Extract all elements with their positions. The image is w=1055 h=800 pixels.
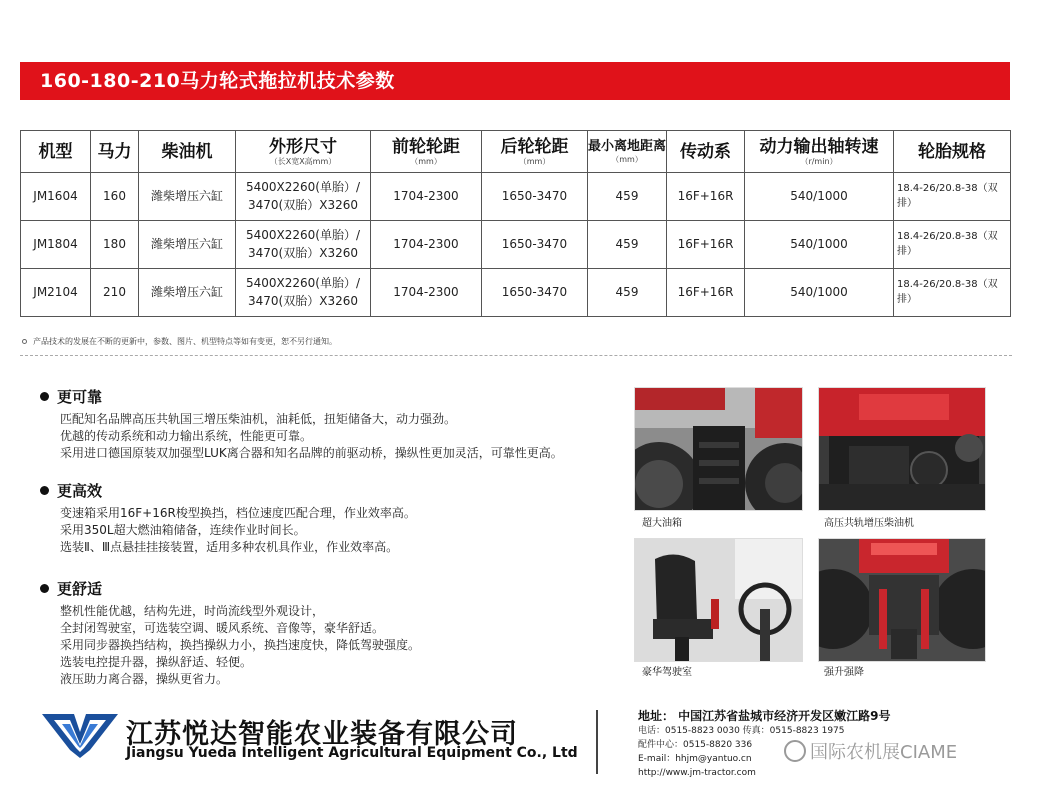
photo-caption: 强升强降 [824, 667, 864, 678]
header-pto: 动力输出轴转速 （r/min） [745, 131, 894, 173]
fuel-tank-photo [634, 387, 803, 511]
bullet-icon [40, 486, 49, 495]
bullet-icon [40, 392, 49, 401]
company-name-cn: 江苏悦达智能农业装备有限公司 [126, 719, 518, 750]
page-title: 160-180-210马力轮式拖拉机技术参数 [20, 62, 1010, 100]
header-front-track: 前轮轮距 （mm） [371, 131, 482, 173]
phone-fax: 电话：0515-8823 0030 传真：0515-8823 1975 [638, 726, 845, 736]
feature-comfortable [40, 578, 420, 688]
feature-line: 优越的传动系统和动力输出系统，性能更可靠。 [60, 429, 313, 443]
header-model: 机型 [21, 131, 91, 173]
feature-line: 整机性能优越，结构先进，时尚流线型外观设计， [60, 604, 325, 618]
header-transmission: 传动系 [667, 131, 745, 173]
cell-front-track: 1704-2300 [371, 269, 482, 317]
cab-photo [634, 538, 803, 662]
feature-line: 采用同步器换挡结构，换挡操纵力小，换挡速度快，降低驾驶强度。 [60, 638, 421, 652]
header-hp: 马力 [91, 131, 139, 173]
cell-model: JM2104 [21, 269, 91, 317]
cell-transmission: 16F+16R [667, 269, 745, 317]
header-tire: 轮胎规格 [894, 131, 1011, 173]
cell-front-track: 1704-2300 [371, 221, 482, 269]
cell-rear-track: 1650-3470 [482, 269, 588, 317]
header-engine: 柴油机 [139, 131, 236, 173]
cell-pto: 540/1000 [745, 173, 894, 221]
cell-clearance: 459 [588, 173, 667, 221]
cell-tire: 18.4-26/20.8-38（双排） [894, 221, 1011, 269]
cell-model: JM1804 [21, 221, 91, 269]
hitch-photo [818, 538, 986, 662]
cell-clearance: 459 [588, 269, 667, 317]
cell-tire: 18.4-26/20.8-38（双排） [894, 269, 1011, 317]
feature-title: 更舒适 [40, 578, 420, 600]
cell-pto: 540/1000 [745, 269, 894, 317]
spec-table [20, 130, 1011, 317]
circle-bullet-icon [22, 339, 27, 344]
cell-dimensions: 5400X2260(单胎）/ 3470(双胎）X3260 [236, 221, 371, 269]
table-row [21, 269, 1011, 317]
header-dimensions: 外形尺寸 （长X宽X高mm） [236, 131, 371, 173]
feature-line: 采用进口德国原装双加强型LUK离合器和知名品牌的前驱动桥，操纵性更加灵活，可靠性更高。 [60, 446, 563, 460]
table-header-row [21, 131, 1011, 173]
feature-efficient [40, 480, 416, 556]
cell-dimensions: 5400X2260(单胎）/ 3470(双胎）X3260 [236, 269, 371, 317]
cell-hp: 180 [91, 221, 139, 269]
cell-pto: 540/1000 [745, 221, 894, 269]
cell-transmission: 16F+16R [667, 173, 745, 221]
table-row [21, 221, 1011, 269]
website-link[interactable]: http://www.jm-tractor.com [638, 768, 756, 778]
footer-divider [596, 710, 598, 774]
feature-line: 变速箱采用16F+16R梭型换挡，档位速度匹配合理，作业效率高。 [60, 506, 416, 520]
address: 地址： 中国江苏省盐城市经济开发区嫩江路9号 [638, 709, 891, 723]
cell-engine: 潍柴增压六缸 [139, 269, 236, 317]
watermark: 国际农机展CIAME [784, 738, 957, 764]
table-row [21, 173, 1011, 221]
feature-line: 采用350L超大燃油箱储备，连续作业时间长。 [60, 523, 306, 537]
cell-hp: 160 [91, 173, 139, 221]
photo-caption: 豪华驾驶室 [642, 667, 692, 678]
parts-center: 配件中心：0515-8820 336 [638, 740, 753, 750]
feature-line: 选装Ⅱ、Ⅲ点悬挂挂接装置，适用多种农机具作业，作业效率高。 [60, 540, 399, 554]
header-clearance: 最小离地距离 （mm） [588, 131, 667, 173]
company-name-en: Jiangsu Yueda Intelligent Agricultural Equipment Co., Ltd [126, 745, 578, 761]
wechat-icon [784, 740, 806, 762]
cell-dimensions: 5400X2260(单胎）/ 3470(双胎）X3260 [236, 173, 371, 221]
photo-caption: 高压共轨增压柴油机 [824, 518, 914, 529]
cell-engine: 潍柴增压六缸 [139, 221, 236, 269]
dashed-divider [20, 355, 1012, 356]
feature-title: 更可靠 [40, 386, 563, 408]
cell-hp: 210 [91, 269, 139, 317]
feature-line: 全封闭驾驶室，可选装空调、暖风系统、音像等，豪华舒适。 [60, 621, 385, 635]
cell-rear-track: 1650-3470 [482, 173, 588, 221]
cell-transmission: 16F+16R [667, 221, 745, 269]
feature-line: 液压助力离合器，操纵更省力。 [60, 672, 229, 686]
feature-reliable [40, 386, 563, 462]
disclaimer-note: 产品技术的发展在不断的更新中，参数、图片、机型特点等如有变更，恕不另行通知。 [22, 336, 337, 347]
cell-rear-track: 1650-3470 [482, 221, 588, 269]
company-logo [40, 710, 120, 760]
cell-model: JM1604 [21, 173, 91, 221]
cell-tire: 18.4-26/20.8-38（双排） [894, 173, 1011, 221]
bullet-icon [40, 584, 49, 593]
feature-line: 匹配知名品牌高压共轨国三增压柴油机，油耗低，扭矩储备大，动力强劲。 [60, 412, 457, 426]
engine-photo [818, 387, 986, 511]
feature-title: 更高效 [40, 480, 416, 502]
cell-engine: 潍柴增压六缸 [139, 173, 236, 221]
header-rear-track: 后轮轮距 （mm） [482, 131, 588, 173]
feature-line: 选装电控提升器，操纵舒适、轻便。 [60, 655, 253, 669]
cell-clearance: 459 [588, 221, 667, 269]
email: E-mail：hhjm@yantuo.cn [638, 754, 752, 764]
cell-front-track: 1704-2300 [371, 173, 482, 221]
photo-caption: 超大油箱 [642, 518, 682, 529]
